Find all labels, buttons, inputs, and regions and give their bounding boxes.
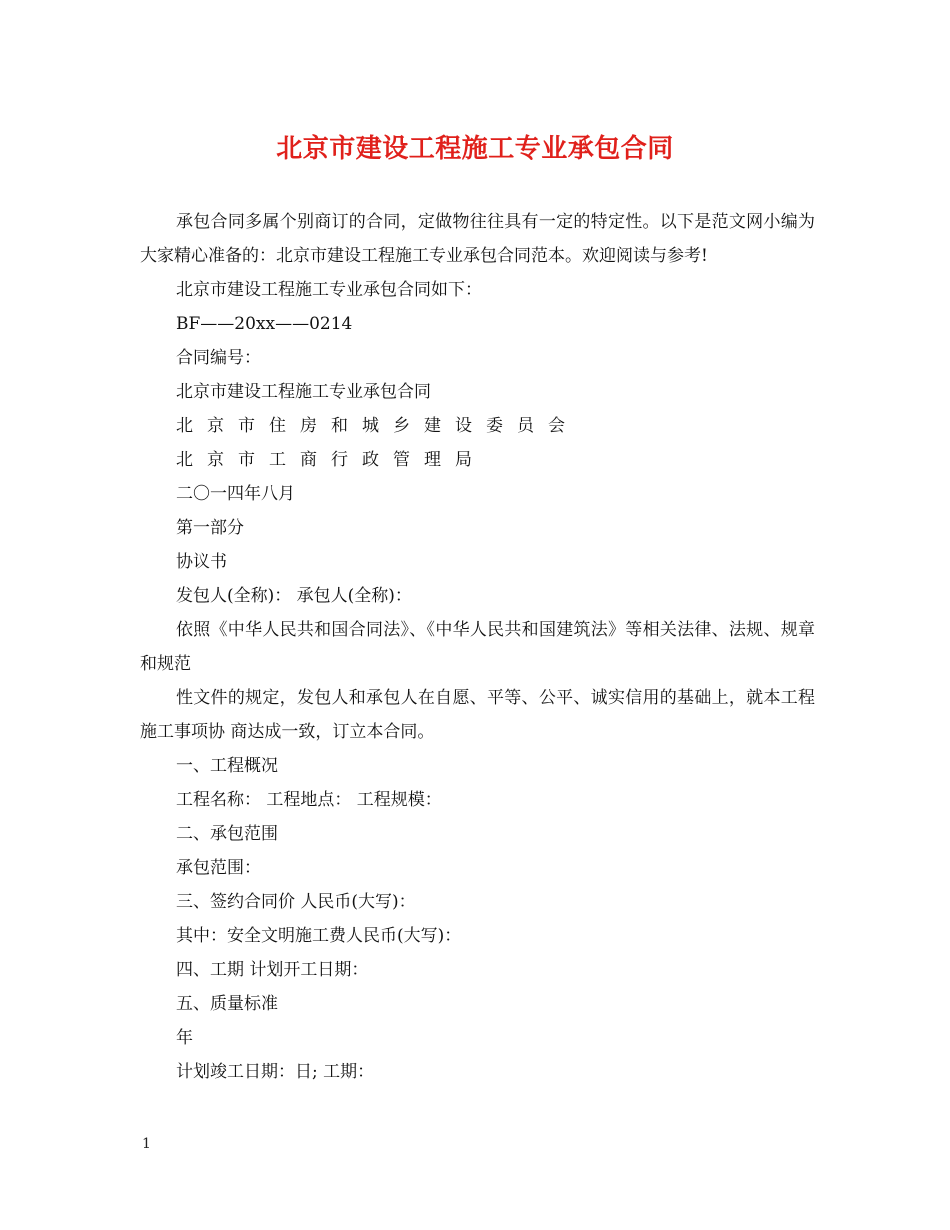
agreement-heading: 协议书 (176, 552, 227, 572)
document-body (140, 205, 815, 1089)
contract-number-label: 合同编号： (176, 348, 261, 368)
page-number: 1 (142, 1136, 151, 1152)
section-scope: 二、承包范围 (176, 824, 278, 844)
parties-line: 发包人(全称)： 承包人(全称)： (176, 586, 412, 606)
issuer-commission: 北京市住房和城乡建设委员会 (176, 416, 579, 436)
project-fields: 工程名称： 工程地点： 工程规模： (176, 790, 442, 810)
section-project-overview: 一、工程概况 (176, 756, 278, 776)
part-one-heading: 第一部分 (176, 518, 244, 538)
section-quality: 五、质量标准 (176, 994, 278, 1014)
scope-field: 承包范围： (176, 858, 261, 878)
agreement-paragraph: 性文件的规定，发包人和承包人在自愿、平等、公平、诚实信用的基础上，就本工程施工事项协 商达成一致，订立本合同。 (140, 688, 815, 742)
document-title: 北京市建设工程施工专业承包合同 (276, 134, 674, 164)
issuer-bureau: 北京市工商行政管理局 (176, 450, 486, 470)
issue-date: 二〇一四年八月 (176, 484, 295, 504)
contract-intro-line: 北京市建设工程施工专业承包合同如下： (176, 280, 482, 300)
legal-basis-paragraph: 依照《中华人民共和国合同法》、《中华人民共和国建筑法》等相关法律、法规、规章和规范 (140, 620, 815, 674)
year-line: 年 (176, 1028, 193, 1048)
contract-code: BF——20xx——0214 (176, 314, 353, 334)
completion-date-line: 计划竣工日期：日; 工期： (176, 1062, 375, 1082)
section-contract-price: 三、签约合同价 人民币(大写)： (176, 892, 416, 912)
intro-paragraph: 承包合同多属个别商订的合同，定做物往往具有一定的特定性。以下是范文网小编为大家精心准备的：北京市建设工程施工专业承包合同范本。欢迎阅读与参考! (140, 212, 815, 266)
section-schedule: 四、工期 计划开工日期： (176, 960, 369, 980)
safety-fee-line: 其中：安全文明施工费人民币(大写)： (176, 926, 462, 946)
contract-name: 北京市建设工程施工专业承包合同 (176, 382, 431, 402)
